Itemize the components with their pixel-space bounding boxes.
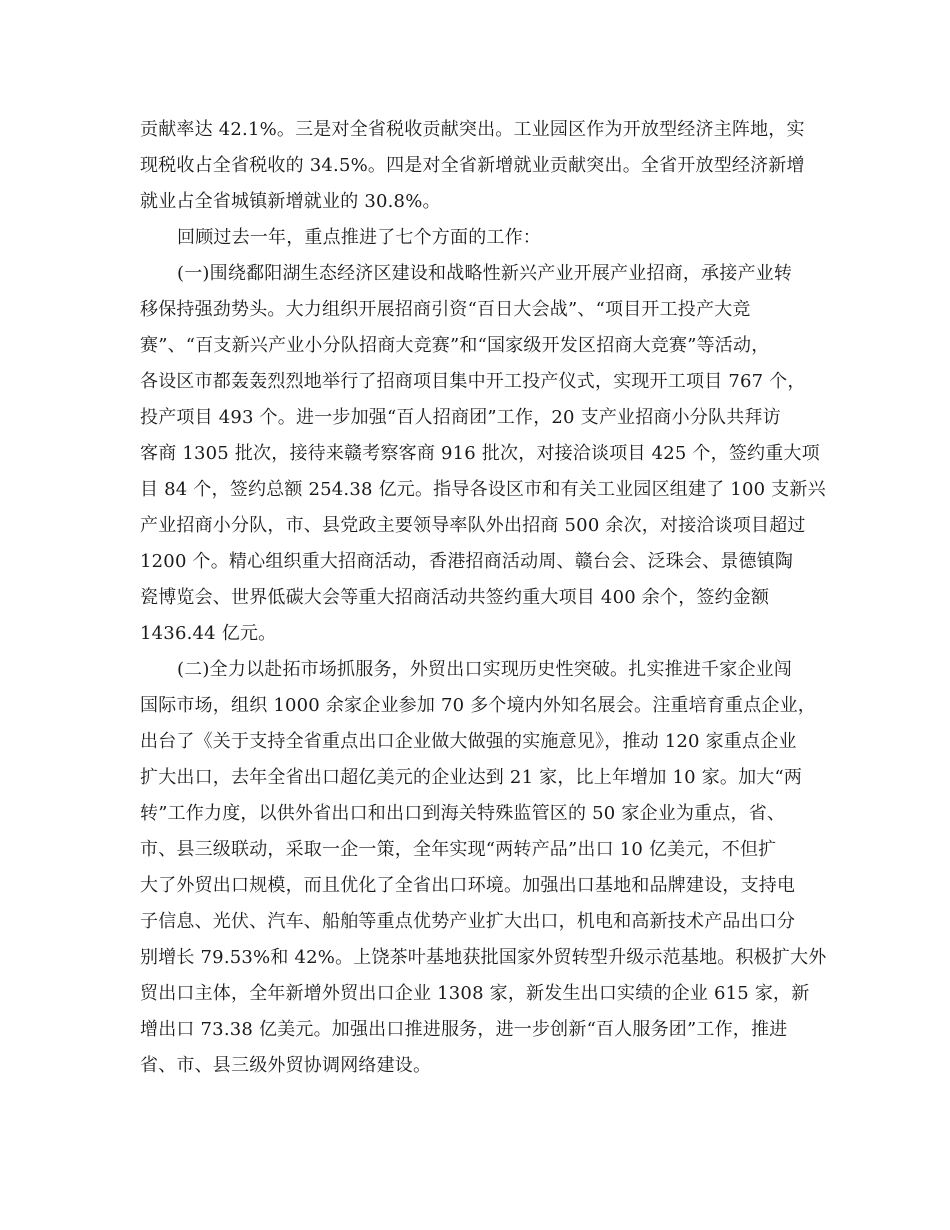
text-line: 产业招商小分队，市、县党政主要领导率队外出招商 500 余次，对接洽谈项目超过	[140, 515, 806, 536]
text-line: 投产项目 493 个。进一步加强“百人招商团”工作，20 支产业招商小分队共拜访	[140, 407, 781, 428]
text-line: 增出口 73.38 亿美元。加强出口推进服务，进一步创新“百人服务团”工作，推进	[140, 1019, 788, 1040]
text-line: (一)围绕鄱阳湖生态经济区建设和战略性新兴产业开展产业招商，承接产业转	[177, 263, 793, 284]
text-line: 目 84 个，签约总额 254.38 亿元。指导各设区市和有关工业园区组建了 100 支新兴	[140, 479, 826, 500]
text-line: 贡献率达 42.1%。三是对全省税收贡献突出。工业园区作为开放型经济主阵地，实	[140, 119, 805, 140]
text-line: 大了外贸出口规模，而且优化了全省出口环境。加强出口基地和品牌建设，支持电	[140, 875, 796, 896]
text-line: 转”工作力度，以供外省出口和出口到海关特殊监管区的 50 家企业为重点，省、	[140, 803, 786, 824]
text-line: 别增长 79.53%和 42%。上饶茶叶基地获批国家外贸转型升级示范基地。积极扩大外	[140, 947, 827, 968]
text-line: 出台了《关于支持全省重点出口企业做大做强的实施意见》，推动 120 家重点企业	[140, 731, 797, 752]
text-line: 市、县三级联动，采取一企一策，全年实现“两转产品”出口 10 亿美元，不但扩	[140, 839, 777, 860]
text-line: 省、市、县三级外贸协调网络建设。	[140, 1055, 432, 1076]
text-line: 现税收占全省税收的 34.5%。四是对全省新增就业贡献突出。全省开放型经济新增	[140, 155, 805, 176]
text-line: 移保持强劲势头。大力组织开展招商引资“百日大会战”、“项目开工投产大竞	[140, 299, 751, 320]
text-line: 子信息、光伏、汽车、船舶等重点优势产业扩大出口，机电和高新技术产品出口分	[140, 911, 796, 932]
text-line: 各设区市都轰轰烈烈地举行了招商项目集中开工投产仪式，实现开工项目 767 个，	[140, 371, 806, 392]
text-line: 就业占全省城镇新增就业的 30.8%。	[140, 191, 441, 212]
text-line: 1200 个。精心组织重大招商活动，香港招商活动周、赣台会、泛珠会、景德镇陶	[140, 551, 794, 572]
text-line: 客商 1305 批次，接待来赣考察客商 916 批次，对接洽谈项目 425 个，签约重大项	[140, 443, 820, 464]
text-line: (二)全力以赴拓市场抓服务，外贸出口实现历史性突破。扎实推进千家企业闯	[177, 659, 793, 680]
text-line: 瓷博览会、世界低碳大会等重大招商活动共签约重大项目 400 余个，签约金额	[140, 587, 770, 608]
text-line: 赛”、“百支新兴产业小分队招商大竞赛”和“国家级开发区招商大竞赛”等活动，	[140, 335, 770, 356]
text-line: 回顾过去一年，重点推进了七个方面的工作：	[177, 227, 541, 248]
text-line: 贸出口主体，全年新增外贸出口企业 1308 家，新发生出口实绩的企业 615 家，新	[140, 983, 810, 1004]
text-line: 扩大出口，去年全省出口超亿美元的企业达到 21 家，比上年增加 10 家。加大“两	[140, 767, 803, 788]
text-line: 国际市场，组织 1000 余家企业参加 70 多个境内外知名展会。注重培育重点企业，	[140, 695, 816, 716]
text-line: 1436.44 亿元。	[140, 623, 277, 644]
